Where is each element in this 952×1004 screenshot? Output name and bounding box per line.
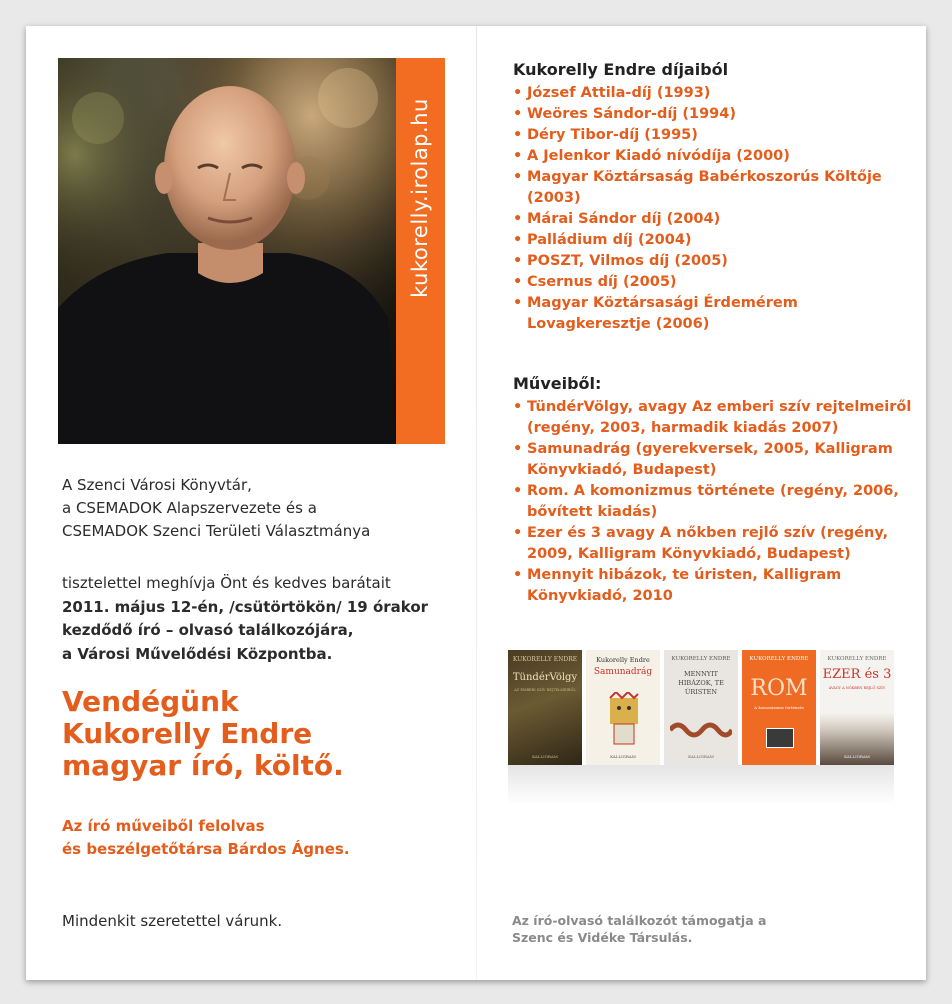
bullet-icon: • (513, 525, 523, 541)
author-portrait-illustration (58, 58, 396, 444)
book-publisher: KALLIGRAM (688, 754, 714, 759)
award-label: Csernus díj (2005) (527, 274, 677, 290)
organizers (62, 474, 370, 543)
works-title: Műveiből: (513, 374, 602, 393)
book-publisher: KALLIGRAM (610, 754, 636, 759)
book-covers (508, 650, 894, 785)
reading-line: és beszélgetőtársa Bárdos Ágnes. (62, 840, 350, 858)
book-cover-tundervolgy (508, 650, 582, 765)
book-publisher: KALLIGRAM (532, 754, 558, 759)
award-label: Magyar Köztársasági Érdemérem Lovagkeresztje (2006) (527, 295, 798, 332)
award-label: József Attila-díj (1993) (527, 85, 711, 101)
award-item (513, 104, 913, 125)
organizer-line: CSEMADOK Szenci Területi Választmánya (62, 522, 371, 540)
welcome-text: Mindenkit szeretettel várunk. (62, 912, 283, 930)
book-author: KUKORELLY ENDRE (671, 656, 731, 662)
award-label: A Jelenkor Kiadó nívódíja (2000) (527, 148, 790, 164)
award-item (513, 209, 913, 230)
bullet-icon: • (513, 232, 523, 248)
work-label: Ezer és 3 avagy A nőkben rejlő szív (regény, 2009, Kalligram Könyvkiadó, Budapest) (527, 525, 889, 562)
awards-title: Kukorelly Endre díjaiból (513, 60, 729, 79)
bullet-icon: • (513, 253, 523, 269)
guest-headline (62, 686, 344, 782)
bullet-icon: • (513, 441, 523, 457)
award-label: Palládium díj (2004) (527, 232, 692, 248)
event-venue: a Városi Művelődési Központba. (62, 644, 333, 663)
bullet-icon: • (513, 85, 523, 101)
book-publisher: KALLIGRAM (844, 754, 870, 759)
book-subtitle: AVAGY A NŐKBEN REJLŐ SZÍV (828, 686, 886, 690)
invitation-text (62, 572, 428, 666)
bullet-icon: • (513, 211, 523, 227)
book-cover-mennyit-hibazok (664, 650, 738, 765)
work-item (513, 439, 913, 481)
bullet-icon: • (513, 127, 523, 143)
reading-info (62, 815, 350, 861)
sponsor-line: Szenc és Vidéke Társulás. (512, 930, 693, 945)
organizer-line: a CSEMADOK Alapszervezete és a (62, 499, 317, 517)
book-author: Kukorelly Endre (596, 656, 650, 664)
award-item (513, 125, 913, 146)
award-item (513, 230, 913, 251)
book-author: KUKORELLY ENDRE (827, 656, 887, 662)
bullet-icon: • (513, 295, 523, 311)
book-title: MENNYIT HIBÁZOK, TE ÚRISTEN (678, 670, 724, 696)
award-label: POSZT, Vilmos díj (2005) (527, 253, 728, 269)
award-label: Weöres Sándor-díj (1994) (527, 106, 736, 122)
award-label: Márai Sándor díj (2004) (527, 211, 721, 227)
award-item (513, 293, 913, 335)
book-illustration (766, 728, 794, 748)
work-label: Rom. A komonizmus története (regény, 2006, bővített kiadás) (527, 483, 899, 520)
award-item (513, 146, 913, 167)
book-cover-rom (742, 650, 816, 765)
book-title: ROM (750, 676, 808, 701)
award-item (513, 251, 913, 272)
book-illustration (670, 720, 732, 738)
url-band (396, 58, 445, 444)
book-reflection (508, 765, 894, 805)
website-url: kukorelly.irolap.hu (408, 98, 432, 298)
guest-name: Kukorelly Endre (62, 717, 313, 750)
guest-title: magyar író, költő. (62, 749, 344, 782)
author-photo (58, 58, 396, 444)
event-date: 2011. május 12-én, /csütörtökön/ 19 órakor (62, 597, 429, 616)
award-item (513, 167, 913, 209)
book-subtitle: A komonizmus története (754, 705, 804, 710)
book-author: KUKORELLY ENDRE (749, 656, 809, 662)
book-title: Samunadrág (593, 667, 653, 677)
award-item (513, 83, 913, 104)
reading-line: Az író műveiből felolvas (62, 817, 265, 835)
award-label: Déry Tibor-díj (1995) (527, 127, 698, 143)
author-photo-block (58, 58, 445, 444)
work-label: TündérVölgy, avagy Az emberi szív rejtelmeiről (regény, 2003, harmadik kiadás 2007) (527, 399, 912, 436)
work-item (513, 481, 913, 523)
book-cover-samunadrag (586, 650, 660, 765)
works-list (513, 397, 913, 607)
work-item (513, 565, 913, 607)
sponsor-note (512, 912, 766, 946)
work-label: Mennyit hibázok, te úristen, Kalligram Könyvkiadó, 2010 (527, 567, 842, 604)
book-author: KUKORELLY ENDRE (512, 656, 578, 663)
event-type: kezdődő író – olvasó találkozójára, (62, 621, 354, 639)
book-title: TündérVölgy (512, 672, 578, 683)
organizer-line: A Szenci Városi Könyvtár, (62, 476, 252, 494)
bullet-icon: • (513, 274, 523, 290)
sponsor-line: Az író-olvasó találkozót támogatja a (512, 913, 767, 928)
work-item (513, 523, 913, 565)
headline-line: Vendégünk (62, 685, 239, 718)
bullet-icon: • (513, 169, 523, 185)
bullet-icon: • (513, 483, 523, 499)
flyer-sheet (26, 26, 926, 980)
book-cover-ezer-es-3 (820, 650, 894, 765)
work-label: Samunadrág (gyerekversek, 2005, Kalligram Könyvkiadó, Budapest) (527, 441, 893, 478)
bullet-icon: • (513, 148, 523, 164)
invitation-line: tisztelettel meghívja Önt és kedves barátait (62, 574, 391, 592)
bullet-icon: • (513, 567, 523, 583)
award-label: Magyar Köztársaság Babérkoszorús Költője (2003) (527, 169, 882, 206)
bullet-icon: • (513, 106, 523, 122)
award-item (513, 272, 913, 293)
book-illustration (606, 692, 642, 748)
book-title: EZER és 3 (822, 667, 892, 682)
bullet-icon: • (513, 399, 523, 415)
book-subtitle: AZ EMBERI SZÍV REJTELMEIRŐL (514, 688, 576, 692)
work-item (513, 397, 913, 439)
fold-line (476, 26, 477, 980)
awards-list (513, 83, 913, 335)
